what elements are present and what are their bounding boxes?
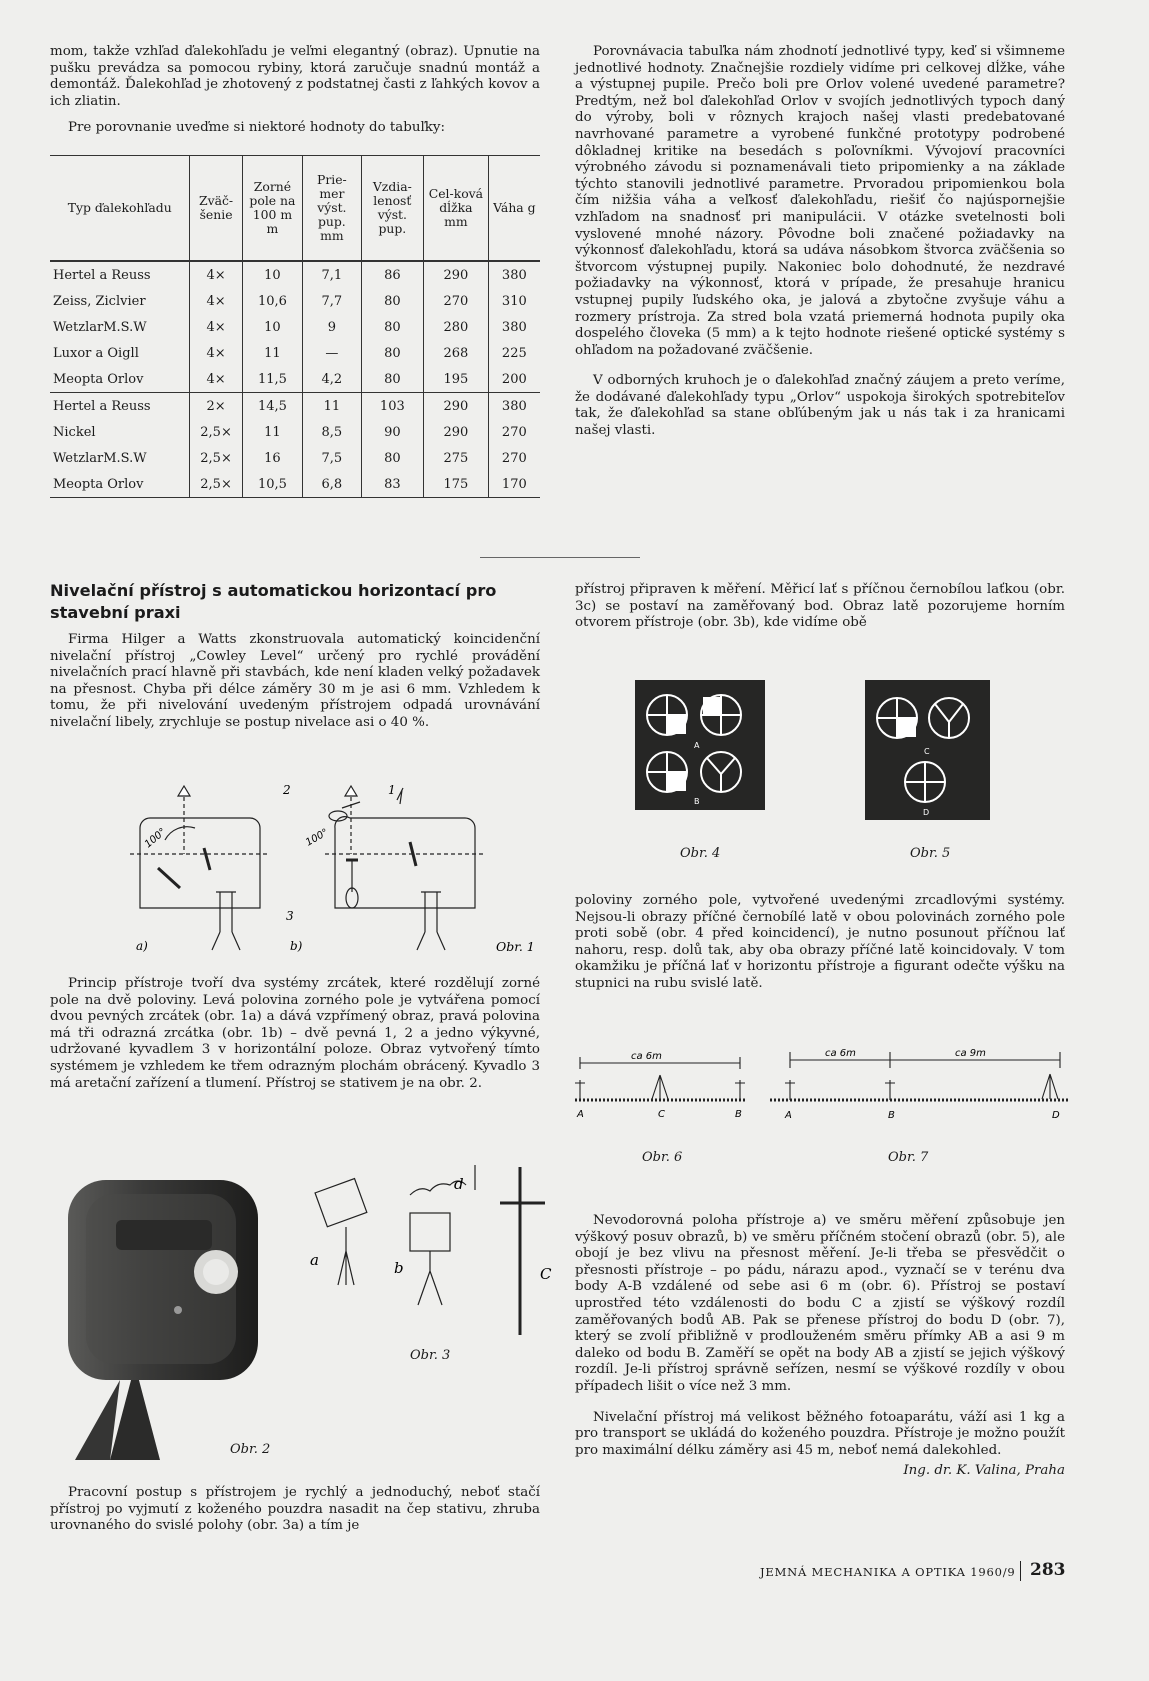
table-row: [50, 314, 540, 340]
article-start: [50, 580, 540, 732]
table-cell: 11: [242, 419, 302, 445]
table-cell: 11,5: [242, 366, 302, 393]
table-cell: 80: [361, 288, 424, 314]
fig6-label-a: A: [577, 1109, 584, 1120]
table-header: Vzdia-lenosť výst. pup.: [361, 156, 424, 261]
table-row: [50, 366, 540, 393]
figure-1-diagram: [110, 780, 540, 960]
table-cell: 2,5×: [190, 445, 242, 471]
table-cell-type: Meopta Orlov: [53, 371, 144, 387]
table-cell: 170: [488, 471, 540, 497]
table-cell: 83: [361, 471, 424, 497]
table-cell: 80: [361, 340, 424, 366]
table-cell: 9: [303, 314, 361, 340]
table-cell-type: Luxor a Oigll: [53, 345, 139, 361]
fig7-distance-1: ca 6m: [825, 1048, 856, 1059]
table-cell-type: Meopta Orlov: [53, 476, 144, 492]
table-cell: 4×: [190, 288, 242, 314]
paragraph: Princip přístroje tvoří dva systémy zrcátek, které rozdělují zorné pole na dvě poloviny. Levá polovina zorného pole je vytvářena pomocí dvou pevných zrcátek (obr. 1a) a dává vzpřímený obraz, pravá polovina má tři odrazná zrcátka (obr. 1b) – dvě pevná 1, 2 a jedno výkyvné, udržované kyvadlem 3 v horizontální poloze. Obraz vytvořený tímto systémem je vzhledem ke třem odrazným plochám obrácený. Kyvadlo 3 má aretační zařízení a tlumení. Přístroj se stativem je na obr. 2.: [50, 976, 540, 1091]
table-row: [50, 340, 540, 366]
fig1-num: 3: [286, 909, 294, 923]
table-cell: 10: [242, 261, 302, 288]
table-cell: 103: [361, 393, 424, 420]
table-cell: 10: [242, 314, 302, 340]
table-cell: 7,5: [303, 445, 361, 471]
figure-7-diagram: [770, 1040, 1070, 1125]
fig6-distance: ca 6m: [631, 1051, 662, 1062]
table-cell: 10,6: [242, 288, 302, 314]
table-cell-type: Zeiss, Ziclvier: [53, 293, 146, 309]
figure-4-caption: Obr. 4: [680, 846, 721, 861]
table-cell: 4×: [190, 261, 242, 288]
table-cell: 270: [424, 288, 489, 314]
table-cell: 200: [488, 366, 540, 393]
table-cell: 275: [424, 445, 489, 471]
table-cell: 310: [488, 288, 540, 314]
table-cell: 280: [424, 314, 489, 340]
comparison-table: [50, 155, 540, 498]
fig3-label-a: a: [310, 1251, 319, 1269]
fig7-label-b: B: [888, 1110, 895, 1121]
paragraph: Nevodorovná poloha přístroje a) ve směru měření způsobuje jen výškový posuv obrazů, b) ve směru příčném stočení obrazů (obr. 5), ale obojí je bez vlivu na přesnost měření. Je-li třeba se přesvědčit o přesnosti přístroje – po pádu, nárazu apod., vyznačí se v terénu dva body A-B vzdálené od sebe asi 6 m (obr. 6). Přístroj se postaví uprostřed této vzdálenosti do bodu C a zjistí se výškový rozdíl zaměřovaných bodů AB. Pak se přenese přístroj do bodu D (obr. 7), který se zvolí přibližně v prodlouženém směru přímky AB a asi 9 m daleko od bodu B. Zaměří se opět na body AB a zjistí se jejich výškový rozdíl. Je-li přístroj správně seřízen, nesmí se výškové rozdíly v obou případech lišit o více než 3 mm.: [575, 1213, 1065, 1394]
table-cell: 80: [361, 314, 424, 340]
paragraph: Nivelační přístroj má velikost běžného fotoaparátu, váží asi 1 kg a pro transport se ukládá do koženého pouzdra. Přístroje je možno použít pro maximální délku záměry asi 45 m, neboť nemá dalekohled.: [575, 1409, 1065, 1458]
fig1-num: 1: [388, 783, 396, 797]
table-cell: 80: [361, 366, 424, 393]
table-cell: 2×: [190, 393, 242, 420]
table-cell: 4×: [190, 340, 242, 366]
table-cell: 11: [303, 393, 361, 420]
fig1-angle-b: 100°: [304, 827, 331, 849]
table-row: [50, 419, 540, 445]
table-header-row: [50, 156, 540, 261]
table-row: [50, 393, 540, 420]
paragraph: poloviny zorného pole, vytvořené uvedenými zrcadlovými systémy. Nejsou-li obrazy příčné černobílé latě v obou polovinách zorného pole proti sobě (obr. 4 před koincidencí), je nutno posunout příčnou lať nahoru, resp. dolů tak, aby oba obrazy příčné latě koincidovaly. V tom okamžiku je příčná lať v horizontu přístroje a figurant odečte výšku na stupnici na rubu svislé latě.: [575, 893, 1065, 991]
table-header: Cel-ková dĺžka mm: [424, 156, 489, 261]
left-top-text: [50, 44, 540, 137]
figure-2-caption: Obr. 2: [230, 1442, 271, 1457]
paragraph: přístroj připraven k měření. Měřicí lať s příčnou černobílou laťkou (obr. 3c) se postaví na zaměřovaný bod. Obraz latě pozorujeme horním otvorem přístroje (obr. 3b), kde vidíme obě: [575, 582, 1065, 631]
fig4-label-b: B: [694, 797, 700, 806]
table-cell: 175: [424, 471, 489, 497]
paragraph: Pre porovnanie uveďme si niektoré hodnoty do tabuľky:: [68, 120, 445, 136]
table-cell-type: Hertel a Reuss: [53, 267, 151, 283]
table-cell: 4,2: [303, 366, 361, 393]
table-cell: 270: [488, 419, 540, 445]
table-cell: 380: [488, 314, 540, 340]
table-cell: 10,5: [242, 471, 302, 497]
table-header: Prie-mer výst. pup. mm: [303, 156, 361, 261]
fig3-label-b: b: [394, 1259, 404, 1277]
table-cell-type: Hertel a Reuss: [50, 393, 190, 420]
author-signature: Ing. dr. K. Valina, Praha: [903, 1463, 1065, 1479]
table-cell: 14,5: [242, 393, 302, 420]
table-cell: 268: [424, 340, 489, 366]
table-row: [50, 261, 540, 288]
table-header: Zväč-šenie: [190, 156, 242, 261]
fig1-label-b: b): [290, 939, 303, 953]
table-cell: 270: [488, 445, 540, 471]
figure-6-diagram: [575, 1045, 750, 1125]
table-cell: 7,7: [303, 288, 361, 314]
table-cell: 4×: [190, 314, 242, 340]
fig6-label-b: B: [735, 1109, 742, 1120]
figure-6-caption: Obr. 6: [642, 1150, 683, 1165]
figure-7-caption: Obr. 7: [888, 1150, 929, 1165]
footer-divider: [1020, 1561, 1021, 1581]
table-cell: 290: [424, 393, 489, 420]
table-cell: 86: [361, 261, 424, 288]
fig3-label-c: C: [540, 1265, 552, 1283]
paragraph: Firma Hilger a Watts zkonstruovala automatický koincidenční nivelační přístroj „Cowley Level“ určený pro rychlé provádění nivelačních prací hlavně při stavbách, kde není kladen velký požadavek na přesnost. Chyba při délce záměry 30 m je asi 6 mm. Vzhledem k tomu, že při nivelování uvedeným přístrojem odpadá urovnávání nivelační libely, zrychluje se postup nivelace asi o 40 %.: [50, 632, 540, 730]
fig1-num: 2: [283, 783, 291, 797]
article-title: Nivelační přístroj s automatickou horizontací pro stavební praxi: [50, 581, 497, 622]
paragraph: V odborných kruhoch je o ďalekohľad značný záujem a preto veríme, že dodávané ďalekohľady typu „Orlov“ uspokoja širokých spotrebiteľov tak, že ďalekohľad sa stane obľúbeným jak u nás tak i za hranicami našej vlasti.: [575, 373, 1065, 439]
table-cell: 380: [488, 393, 540, 420]
table-row: [50, 288, 540, 314]
article-right-3: [575, 1213, 1065, 1480]
fig3-label-d: d: [454, 1175, 464, 1193]
table-cell: —: [303, 340, 361, 366]
table-row: [50, 445, 540, 471]
table-cell: 195: [424, 366, 489, 393]
figure-3-caption: Obr. 3: [410, 1348, 451, 1363]
table-cell: 290: [424, 419, 489, 445]
table-cell: 90: [361, 419, 424, 445]
journal-footer: JEMNÁ MECHANIKA A OPTIKA 1960/9: [760, 1565, 1016, 1579]
figure-3-diagram: [300, 1155, 560, 1355]
table-cell: 380: [488, 261, 540, 288]
table-cell: 225: [488, 340, 540, 366]
section-divider: [480, 557, 640, 558]
table-header: Váha g: [488, 156, 540, 261]
fig1-label-a: a): [136, 939, 148, 953]
table-cell: 6,8: [303, 471, 361, 497]
table-cell: 2,5×: [190, 471, 242, 497]
table-row: [50, 471, 540, 497]
table-cell: 2,5×: [190, 419, 242, 445]
right-top-text: [575, 44, 1065, 440]
table-cell-type: Nickel: [53, 424, 96, 440]
table-cell: 7,1: [303, 261, 361, 288]
figure-1-caption: Obr. 1: [496, 939, 535, 954]
fig7-distance-2: ca 9m: [955, 1048, 986, 1059]
table-cell-type: WetzlarM.S.W: [53, 319, 147, 335]
fig4-label-a: A: [694, 741, 700, 750]
fig6-label-c: C: [658, 1109, 665, 1120]
figure-5-caption: Obr. 5: [910, 846, 951, 861]
table-cell-type: WetzlarM.S.W: [53, 450, 147, 466]
page-number: 283: [1030, 1560, 1066, 1580]
fig7-label-d: D: [1052, 1110, 1060, 1121]
table-cell: 8,5: [303, 419, 361, 445]
table-cell: 80: [361, 445, 424, 471]
table-cell: 290: [424, 261, 489, 288]
paragraph: Porovnávacia tabuľka nám zhodnotí jednotlivé typy, keď si všimneme jednotlivé hodnoty. Značnejšie rozdiely vidíme pri celkovej dĺžke, váhe a výstupnej pupile. Prečo boli pre Orlov volené uvedené parametre? Predtým, než bol ďalekohľad Orlov v svojích jednotlivých typoch daný do výroby, boli v rôznych krajoch našej vlasti predebatované navrhované parametre a vyrobené funkčné prototypy podrobené dôkladnej kritike na besedách s poľovníkmi. Vývojoví pracovníci výrobného závodu si poznamenávali tieto pripomienky a na základe týchto stanovili jednotlivé parametre. Prvoradou pripomienkou bola čím nižšia váha a veľkosť ďalekohľadu, riešiť čo najúspornejšie vzhľadom na snadnosť pri manipulácii. V otázke svetelnosti boli vyslovené mnohé názory. Pôvodne boli značené požiadavky na výkonnosť ďalekohľadu, ktorá sa udáva násobkom štvorca zväčšenia so štvorcom výstupnej pupily. Nakoniec bolo dohodnuté, že nezdravé požiadavky na výkonnosť, ktorá v prípade, že presahuje hranicu vstupnej pupily ľudského oka, je jalová a zbytočne zvyšuje váhu a rozmery prístroja. Za stred bola vzatá priemerná hodnota pupily oka dospelého človeka (5 mm) a k tejto hodnote riešené optické systémy s ohľadom na požadované zväčšenie.: [575, 44, 1065, 358]
fig5-label-d: D: [923, 808, 930, 817]
article-right-1: [575, 582, 1065, 632]
figure-5-field-view: [865, 680, 990, 820]
figure-4-field-view: [635, 680, 765, 810]
paragraph: mom, takže vzhľad ďalekohľadu je veľmi elegantný (obraz). Upnutie na pušku prevádza sa pomocou rybiny, ktorá zaručuje snadnú montáž a demontáž. Ďalekohľad je zhotovený z podstatnej časti z ľahkých kovov a ich zliatin.: [50, 44, 540, 109]
principle-text: [50, 976, 540, 1092]
fig7-label-a: A: [785, 1110, 792, 1121]
article-right-2: [575, 893, 1065, 993]
fig5-label-c: C: [924, 747, 930, 756]
figure-2-device-illustration: [50, 1160, 340, 1460]
paragraph: Pracovní postup s přístrojem je rychlý a jednoduchý, neboť stačí přístroj po vyjmutí z koženého pouzdra nasadit na čep stativu, zhruba urovnaného do svislé polohy (obr. 3a) a tím je: [50, 1485, 540, 1534]
table-header: Zorné pole na 100 m m: [242, 156, 302, 261]
table-cell: 4×: [190, 366, 242, 393]
table-cell: 11: [242, 340, 302, 366]
table-cell: 16: [242, 445, 302, 471]
fig1-angle-a: 100°: [142, 826, 169, 851]
table-header: Typ ďalekohľadu: [67, 200, 172, 215]
workflow-text: [50, 1485, 540, 1535]
